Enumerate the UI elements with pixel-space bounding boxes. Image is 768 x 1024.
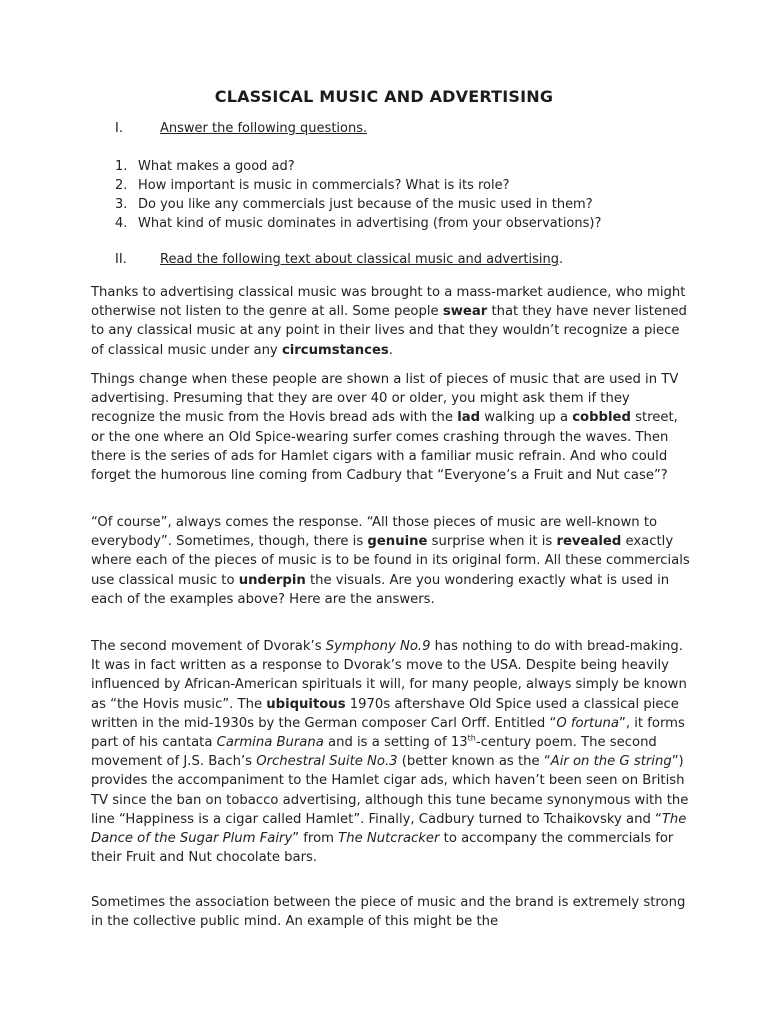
p1-text-a: Thanks to advertising classical music was brought to a mass-market audience, who might otherwise not listen to the genre at all. Some people <box>91 285 686 320</box>
section-2-period: . <box>559 252 564 267</box>
p4-italic-carmina-burana: Carmina Burana <box>216 735 324 751</box>
p4-text-f: -century poem. The second movement of J.S. Bach’s <box>91 735 657 770</box>
p4-text-a: The second movement of Dvorak’s <box>91 639 326 654</box>
paragraph-4 <box>91 637 691 867</box>
p2-bold-cobbled: cobbled <box>572 410 631 426</box>
question-number: 1. <box>115 159 128 174</box>
paragraph-3 <box>91 513 691 609</box>
p1-text-c: that they have never listened to any classical music at any point in their lives and that they wouldn’t recognize a piece of classical music under any <box>91 304 687 358</box>
question-text: What makes a good ad? <box>138 159 295 174</box>
list-item <box>115 157 601 176</box>
p3-text-a: “Of course”, always comes the response. “All those pieces of music are well-known to everybody”. Sometimes, though, there is <box>91 515 658 550</box>
section-2-heading <box>115 252 563 267</box>
p1-bold-swear: swear <box>442 304 488 320</box>
p2-bold-lad: lad <box>457 410 481 426</box>
p1-bold-circumstances: circumstances <box>281 342 389 358</box>
question-number: 3. <box>115 197 128 212</box>
p3-text-e: the visuals. Are you wondering exactly what is used in each of the examples above? Here are the answers. <box>91 572 670 607</box>
list-item <box>115 214 601 233</box>
question-text: Do you like any commercials just because of the music used in them? <box>138 197 593 212</box>
section-2-title: Read the following text about classical music and advertising <box>160 252 560 267</box>
p4-text-c: 1970s aftershave Old Spice used a classical piece written in the mid-1930s by the German composer Carl Orff. Entitled “ <box>91 696 679 731</box>
p2-text-c: walking up a <box>480 410 573 426</box>
section-1-roman: I. <box>115 121 123 136</box>
p3-bold-revealed: revealed <box>556 534 622 550</box>
paragraph-2 <box>91 370 691 485</box>
p4-italic-air-on-g: Air on the G string <box>550 754 672 770</box>
p4-text-j: ” from <box>292 831 339 847</box>
section-1-title: Answer the following questions. <box>160 121 368 136</box>
p4-italic-symphony: Symphony No.9 <box>325 639 431 654</box>
list-item <box>115 176 601 195</box>
page-title: CLASSICAL MUSIC AND ADVERTISING <box>214 87 554 106</box>
p3-text-c: surprise when it is <box>427 534 557 550</box>
p4-text-b: has nothing to do with bread-making. It was in fact written as a response to Dvorak’s move to the USA. Despite being heavily influenced by African-American spirituals it will, for many people, always simply be known as “the Hovis music”. The <box>91 639 687 712</box>
p4-text-k: to accompany the commercials for their Fruit and Nut chocolate bars. <box>91 831 674 866</box>
question-text: How important is music in commercials? What is its role? <box>138 178 510 193</box>
p4-text-e: and is a setting of 13 <box>323 735 468 751</box>
paragraph-1 <box>91 283 691 360</box>
section-2-roman: II. <box>115 252 127 267</box>
question-number: 4. <box>115 216 128 231</box>
p4-text-g: (better known as the “ <box>397 754 551 770</box>
p3-bold-underpin: underpin <box>238 572 306 588</box>
p1-text-d: . <box>388 342 393 358</box>
p2-text-d: street, or the one where an Old Spice-wearing surfer comes crashing through the waves. Then there is the series of ads for Hamlet cigars with a familiar music refrain. And who could forget the humorous line coming from Cadbury that “Everyone’s a Fruit and Nut case”? <box>91 410 678 484</box>
p3-text-d: exactly where each of the pieces of music is to be found in its original form. All these commercials use classical music to <box>91 534 690 588</box>
p4-text-d: ”, it forms part of his cantata <box>91 715 685 751</box>
p4-bold-ubiquitous: ubiquitous <box>266 696 346 712</box>
question-text: What kind of music dominates in advertising (from your observations)? <box>138 216 602 231</box>
p3-bold-genuine: genuine <box>367 534 428 550</box>
question-number: 2. <box>115 178 128 193</box>
p4-text-h: ”) provides the accompaniment to the Hamlet cigar ads, which haven’t been seen on British TV since the ban on tobacco advertising, although this tune became synonymous with the line “Happiness is a cigar called Hamlet”. Finally, Cadbury turned to Tchaikovsky and “ <box>91 754 689 827</box>
p5-text-a: Sometimes the association between the piece of music and the brand is extremely strong in the collective public mind. An example of this might be the <box>91 895 686 930</box>
p2-text-a: Things change when these people are shown a list of pieces of music that are used in TV advertising. Presuming that they are over 40 or older, you might ask them if they recognize the music from the Hovis bread ads with the <box>91 372 679 426</box>
p4-italic-orchestral-suite: Orchestral Suite No.3 <box>256 754 398 770</box>
paragraph-5 <box>91 893 691 931</box>
p4-italic-o-fortuna: O fortuna <box>556 715 619 731</box>
p4-superscript: th <box>467 733 476 743</box>
p4-italic-sugar-plum: The Dance of the Sugar Plum Fairy <box>91 811 687 847</box>
section-1-heading <box>115 121 367 136</box>
question-list <box>115 157 601 233</box>
list-item <box>115 195 601 214</box>
p4-italic-nutcracker: The Nutcracker <box>338 831 440 847</box>
